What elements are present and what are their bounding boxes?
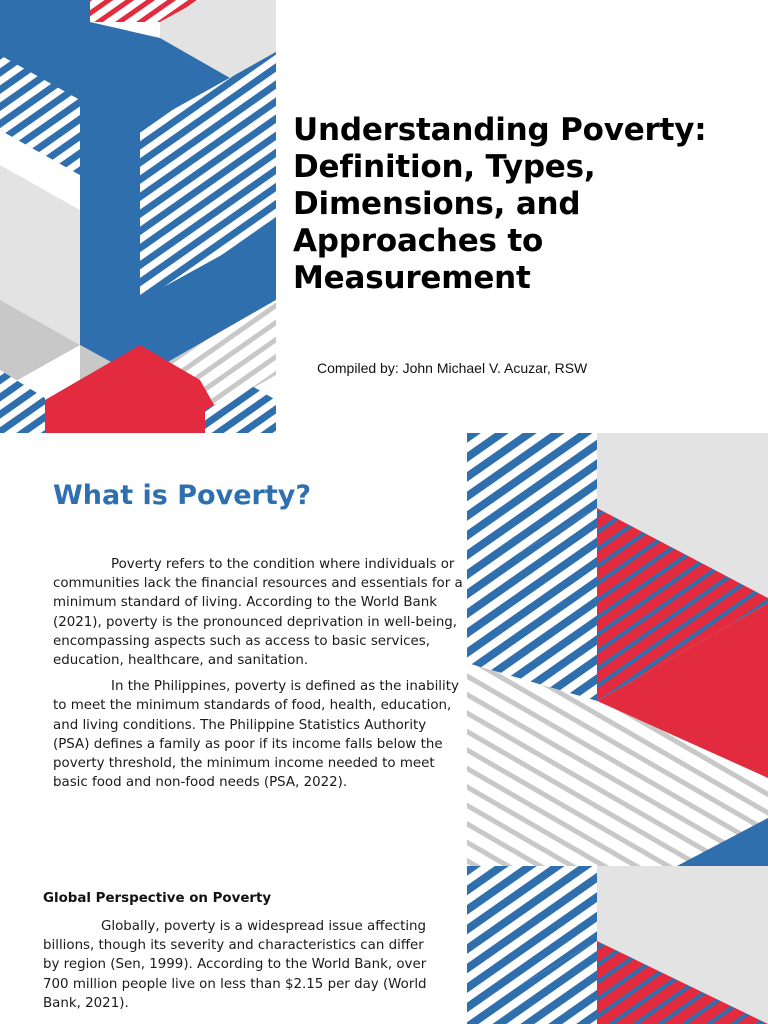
paragraph: In the Philippines, poverty is defined as the inability to meet the minimum standards of food, health, education, and living conditions. The Philippine Statistics Authority (PSA) defines a family as poor if its income falls below the poverty threshold, the minimum income needed to meet basic food and non-food needs (PSA, 2022). (53, 679, 459, 791)
body-text (43, 917, 443, 1013)
global-perspective-slide (0, 866, 768, 1024)
title-slide (0, 0, 768, 433)
section-heading: Global Perspective on Poverty (43, 891, 272, 906)
compiled-by-credit: Compiled by: John Michael V. Acuzar, RSW (317, 360, 588, 376)
geometric-decoration-right (467, 433, 768, 866)
geometric-decoration-left (0, 0, 276, 433)
paragraph: Globally, poverty is a widespread issue affecting billions, though its severity and characteristics can differ by region (Sen, 1999). According to the World Bank, over 700 million people live on less than $2.15 per day (World Bank, 2021). (43, 919, 427, 1011)
paragraph: Poverty refers to the condition where individuals or communities lack the financial resources and essentials for a minimum standard of living. According to the World Bank (2021), poverty is the pronounced deprivation in well-being, encompassing aspects such as access to basic services, education, healthcare, and sanitation. (53, 557, 463, 669)
what-is-poverty-slide (0, 433, 768, 866)
section-heading: What is Poverty? (53, 480, 311, 511)
geometric-decoration-right (467, 866, 768, 1024)
document-title: Understanding Poverty: Definition, Types, Dimensions, and Approaches to Measurement (293, 112, 707, 296)
body-text (53, 555, 463, 799)
